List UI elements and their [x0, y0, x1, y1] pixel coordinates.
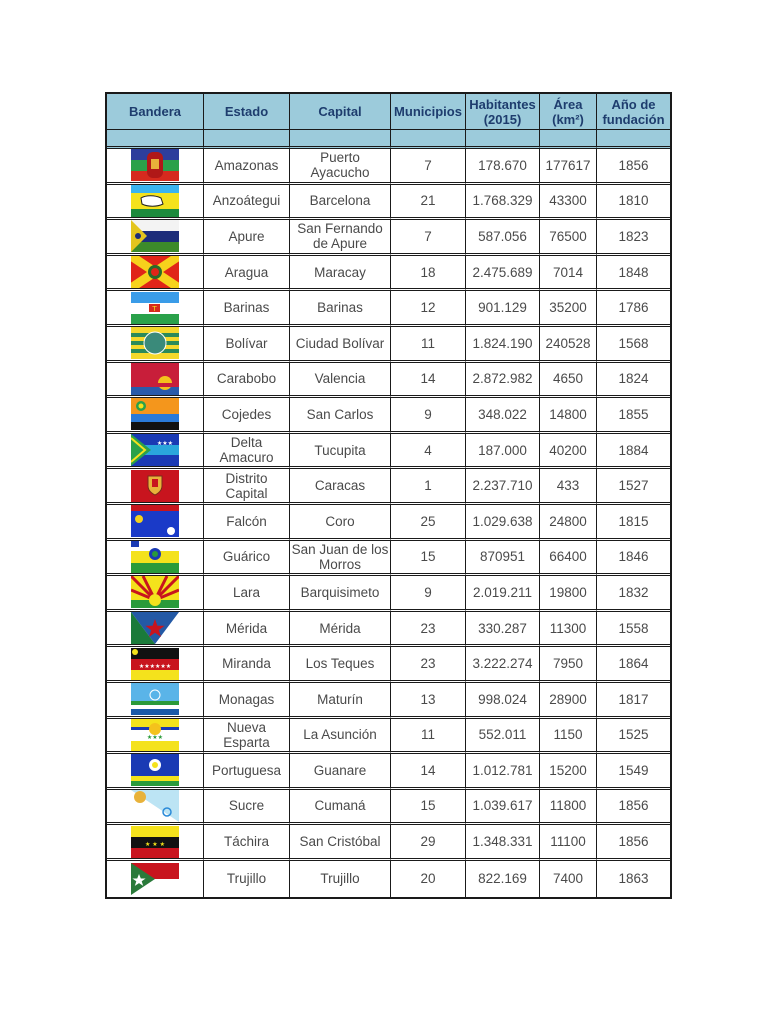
estado-cell: Lara	[204, 576, 290, 612]
barinas-flag-icon	[131, 292, 179, 324]
habitantes-cell: 178.670	[466, 149, 540, 185]
area-cell: 7014	[540, 256, 597, 292]
table-row	[107, 505, 670, 541]
area-cell: 1150	[540, 719, 597, 755]
table-row	[107, 719, 670, 755]
area-cell: 11100	[540, 825, 597, 861]
municipios-cell: 13	[391, 683, 466, 719]
anzoategui-flag-icon	[131, 185, 179, 217]
estado-cell: Distrito Capital	[204, 469, 290, 505]
table-row	[107, 647, 670, 683]
spacer-cell	[597, 130, 670, 149]
municipios-cell: 11	[391, 327, 466, 363]
table-row	[107, 861, 670, 897]
aragua-flag-icon	[131, 256, 179, 288]
estado-cell: Anzoátegui	[204, 185, 290, 221]
delta-amacuro-flag-icon	[131, 434, 179, 466]
area-cell: 14800	[540, 398, 597, 434]
tachira-flag-icon	[131, 826, 179, 858]
municipios-cell: 23	[391, 647, 466, 683]
habitantes-cell: 901.129	[466, 291, 540, 327]
fundacion-cell: 1856	[597, 825, 670, 861]
table-row	[107, 825, 670, 861]
estado-cell: Aragua	[204, 256, 290, 292]
flag-cell	[107, 220, 204, 256]
table-row	[107, 185, 670, 221]
estado-cell: Nueva Esparta	[204, 719, 290, 755]
area-cell: 4650	[540, 363, 597, 399]
spacer-cell	[540, 130, 597, 149]
capital-cell: Trujillo	[290, 861, 391, 897]
capital-cell: Cumaná	[290, 790, 391, 826]
fundacion-cell: 1568	[597, 327, 670, 363]
area-cell: 7400	[540, 861, 597, 897]
capital-cell: Coro	[290, 505, 391, 541]
estado-cell: Amazonas	[204, 149, 290, 185]
municipios-cell: 25	[391, 505, 466, 541]
flag-cell	[107, 541, 204, 577]
area-cell: 7950	[540, 647, 597, 683]
table-row	[107, 256, 670, 292]
municipios-cell: 14	[391, 754, 466, 790]
estado-cell: Barinas	[204, 291, 290, 327]
municipios-cell: 18	[391, 256, 466, 292]
municipios-cell: 7	[391, 149, 466, 185]
monagas-flag-icon	[131, 683, 179, 715]
header-fundacion[interactable]: Año de fundación	[597, 94, 670, 130]
table-row	[107, 469, 670, 505]
table-row	[107, 327, 670, 363]
fundacion-cell: 1832	[597, 576, 670, 612]
capital-cell: San Carlos	[290, 398, 391, 434]
habitantes-cell: 998.024	[466, 683, 540, 719]
flag-cell	[107, 754, 204, 790]
flag-cell	[107, 719, 204, 755]
trujillo-flag-icon	[131, 863, 179, 895]
municipios-cell: 12	[391, 291, 466, 327]
capital-cell: San Juan de los Morros	[290, 541, 391, 577]
municipios-cell: 15	[391, 541, 466, 577]
area-cell: 24800	[540, 505, 597, 541]
habitantes-cell: 1.029.638	[466, 505, 540, 541]
states-table	[105, 92, 672, 899]
fundacion-cell: 1558	[597, 612, 670, 648]
flag-cell	[107, 291, 204, 327]
habitantes-cell: 2.019.211	[466, 576, 540, 612]
flag-cell	[107, 363, 204, 399]
table-row	[107, 363, 670, 399]
table-row	[107, 541, 670, 577]
portuguesa-flag-icon	[131, 754, 179, 786]
capital-cell: La Asunción	[290, 719, 391, 755]
habitantes-cell: 870951	[466, 541, 540, 577]
area-cell: 433	[540, 469, 597, 505]
header-area[interactable]: Área (km²)	[540, 94, 597, 130]
area-cell: 240528	[540, 327, 597, 363]
carabobo-flag-icon	[131, 363, 179, 395]
svg-text:T: T	[152, 304, 157, 313]
area-cell: 40200	[540, 434, 597, 470]
area-cell: 11300	[540, 612, 597, 648]
falcon-flag-icon	[131, 505, 179, 537]
flag-cell	[107, 185, 204, 221]
flag-cell	[107, 612, 204, 648]
flag-cell	[107, 790, 204, 826]
apure-flag-icon	[131, 220, 179, 252]
merida-flag-icon	[131, 612, 179, 644]
sucre-flag-icon	[131, 790, 179, 822]
fundacion-cell: 1856	[597, 149, 670, 185]
capital-cell: Barquisimeto	[290, 576, 391, 612]
fundacion-cell: 1823	[597, 220, 670, 256]
table-row	[107, 434, 670, 470]
svg-text:★ ★ ★: ★ ★ ★	[145, 840, 165, 848]
capital-cell: Los Teques	[290, 647, 391, 683]
capital-cell: Barinas	[290, 291, 391, 327]
municipios-cell: 1	[391, 469, 466, 505]
fundacion-cell: 1856	[597, 790, 670, 826]
habitantes-cell: 2.872.982	[466, 363, 540, 399]
spacer-cell	[466, 130, 540, 149]
capital-cell: Tucupita	[290, 434, 391, 470]
estado-cell: Mérida	[204, 612, 290, 648]
header-capital[interactable]: Capital	[290, 94, 391, 130]
area-cell: 35200	[540, 291, 597, 327]
habitantes-cell: 1.039.617	[466, 790, 540, 826]
flag-cell	[107, 469, 204, 505]
flag-cell	[107, 683, 204, 719]
habitantes-cell: 330.287	[466, 612, 540, 648]
fundacion-cell: 1815	[597, 505, 670, 541]
fundacion-cell: 1810	[597, 185, 670, 221]
bolivar-flag-icon	[131, 327, 179, 359]
capital-cell: Barcelona	[290, 185, 391, 221]
table-row	[107, 754, 670, 790]
svg-text:★★★: ★★★	[156, 440, 174, 448]
capital-cell: Maracay	[290, 256, 391, 292]
flag-cell	[107, 647, 204, 683]
estado-cell: Guárico	[204, 541, 290, 577]
municipios-cell: 4	[391, 434, 466, 470]
habitantes-cell: 2.237.710	[466, 469, 540, 505]
header-estado[interactable]: Estado	[204, 94, 290, 130]
habitantes-cell: 587.056	[466, 220, 540, 256]
estado-cell: Miranda	[204, 647, 290, 683]
municipios-cell: 20	[391, 861, 466, 897]
municipios-cell: 11	[391, 719, 466, 755]
table-row	[107, 149, 670, 185]
header-row	[107, 94, 670, 130]
habitantes-cell: 187.000	[466, 434, 540, 470]
flag-cell	[107, 256, 204, 292]
capital-cell: Maturín	[290, 683, 391, 719]
table-row	[107, 790, 670, 826]
area-cell: 43300	[540, 185, 597, 221]
estado-cell: Delta Amacuro	[204, 434, 290, 470]
municipios-cell: 9	[391, 576, 466, 612]
spacer-cell	[204, 130, 290, 149]
flag-cell	[107, 327, 204, 363]
habitantes-cell: 1.824.190	[466, 327, 540, 363]
area-cell: 76500	[540, 220, 597, 256]
habitantes-cell: 348.022	[466, 398, 540, 434]
fundacion-cell: 1884	[597, 434, 670, 470]
fundacion-cell: 1527	[597, 469, 670, 505]
municipios-cell: 21	[391, 185, 466, 221]
estado-cell: Sucre	[204, 790, 290, 826]
svg-text:★★★: ★★★	[146, 733, 164, 741]
capital-cell: Caracas	[290, 469, 391, 505]
fundacion-cell: 1525	[597, 719, 670, 755]
flag-cell	[107, 825, 204, 861]
municipios-cell: 15	[391, 790, 466, 826]
municipios-cell: 7	[391, 220, 466, 256]
table-row	[107, 398, 670, 434]
habitantes-cell: 1.012.781	[466, 754, 540, 790]
estado-cell: Carabobo	[204, 363, 290, 399]
header-habitantes[interactable]: Habitantes (2015)	[466, 94, 540, 130]
habitantes-cell: 1.768.329	[466, 185, 540, 221]
estado-cell: Monagas	[204, 683, 290, 719]
estado-cell: Apure	[204, 220, 290, 256]
capital-cell: Mérida	[290, 612, 391, 648]
estado-cell: Táchira	[204, 825, 290, 861]
header-bandera[interactable]: Bandera	[107, 94, 204, 130]
municipios-cell: 23	[391, 612, 466, 648]
guarico-flag-icon	[131, 541, 179, 573]
table-row	[107, 220, 670, 256]
estado-cell: Trujillo	[204, 861, 290, 897]
table-row	[107, 576, 670, 612]
header-municipios[interactable]: Municipios	[391, 94, 466, 130]
municipios-cell: 29	[391, 825, 466, 861]
flag-cell	[107, 434, 204, 470]
flag-cell	[107, 398, 204, 434]
distrito-capital-flag-icon	[131, 470, 179, 502]
svg-text:★★★★★★: ★★★★★★	[138, 662, 172, 670]
capital-cell: Puerto Ayacucho	[290, 149, 391, 185]
municipios-cell: 9	[391, 398, 466, 434]
estado-cell: Portuguesa	[204, 754, 290, 790]
spacer-cell	[391, 130, 466, 149]
capital-cell: San Fernando de Apure	[290, 220, 391, 256]
estado-cell: Cojedes	[204, 398, 290, 434]
spacer-cell	[290, 130, 391, 149]
miranda-flag-icon	[131, 648, 179, 680]
flag-cell	[107, 149, 204, 185]
nueva-esparta-flag-icon	[131, 719, 179, 751]
capital-cell: Guanare	[290, 754, 391, 790]
capital-cell: Valencia	[290, 363, 391, 399]
area-cell: 66400	[540, 541, 597, 577]
fundacion-cell: 1786	[597, 291, 670, 327]
fundacion-cell: 1549	[597, 754, 670, 790]
habitantes-cell: 3.222.274	[466, 647, 540, 683]
fundacion-cell: 1855	[597, 398, 670, 434]
area-cell: 28900	[540, 683, 597, 719]
estado-cell: Falcón	[204, 505, 290, 541]
habitantes-cell: 552.011	[466, 719, 540, 755]
cojedes-flag-icon	[131, 398, 179, 430]
table-row	[107, 612, 670, 648]
fundacion-cell: 1864	[597, 647, 670, 683]
estado-cell: Bolívar	[204, 327, 290, 363]
table-row	[107, 291, 670, 327]
lara-flag-icon	[131, 576, 179, 608]
table-row	[107, 683, 670, 719]
habitantes-cell: 2.475.689	[466, 256, 540, 292]
flag-cell	[107, 861, 204, 897]
fundacion-cell: 1863	[618, 871, 649, 887]
area-cell: 19800	[540, 576, 597, 612]
header-spacer-row	[107, 130, 670, 149]
fundacion-cell: 1824	[597, 363, 670, 399]
fundacion-cell: 1817	[597, 683, 670, 719]
amazonas-flag-icon	[131, 149, 179, 181]
fundacion-cell: 1846	[597, 541, 670, 577]
area-cell: 177617	[540, 149, 597, 185]
habitantes-cell: 822.169	[466, 861, 540, 897]
capital-cell: San Cristóbal	[290, 825, 391, 861]
area-cell: 15200	[540, 754, 597, 790]
habitantes-cell: 1.348.331	[466, 825, 540, 861]
spacer-cell	[107, 130, 204, 149]
area-cell: 11800	[540, 790, 597, 826]
capital-cell: Ciudad Bolívar	[290, 327, 391, 363]
flag-cell	[107, 505, 204, 541]
fundacion-cell: 1848	[597, 256, 670, 292]
flag-cell	[107, 576, 204, 612]
municipios-cell: 14	[391, 363, 466, 399]
